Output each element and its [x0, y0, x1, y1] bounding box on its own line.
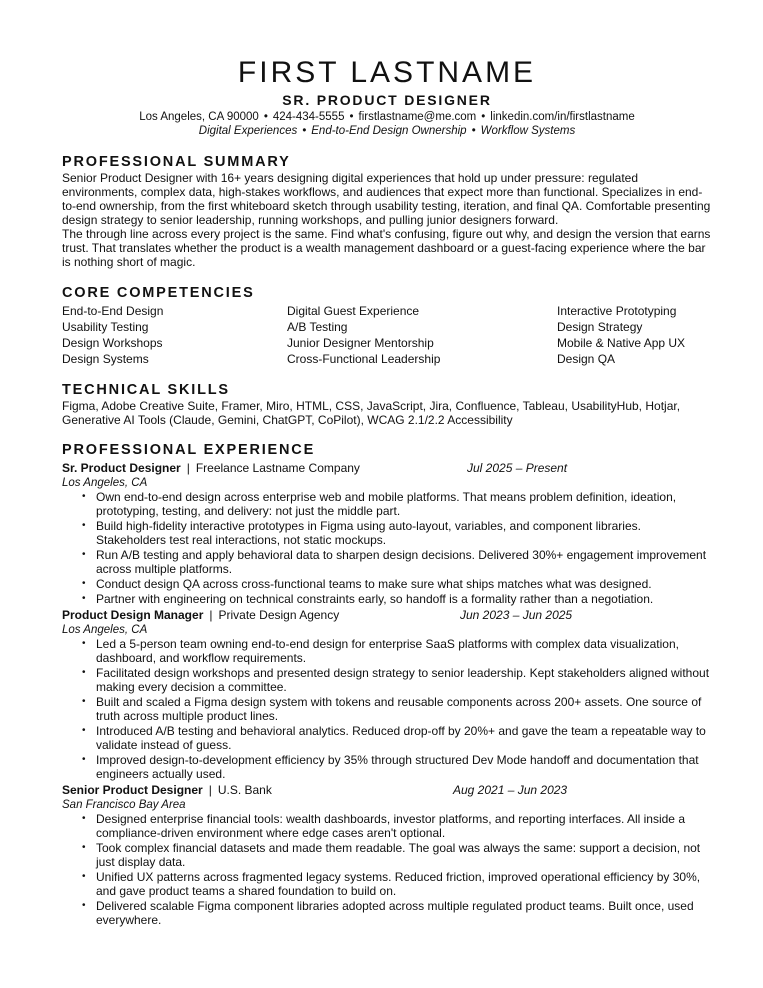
job-company: U.S. Bank [217, 783, 272, 797]
job-dates: Jun 2023 – Jun 2025 [460, 608, 573, 622]
competency-item: Cross-Functional Leadership [287, 352, 441, 366]
job-separator: | [186, 461, 190, 475]
job-title: Sr. Product Designer [62, 461, 181, 475]
job-bullets [62, 490, 712, 606]
contact-location: Los Angeles, CA 90000 [139, 111, 259, 123]
job-location: Los Angeles, CA [62, 624, 148, 636]
candidate-name: FIRST LASTNAME [237, 56, 537, 89]
competencies-column [62, 303, 287, 367]
job-location: San Francisco Bay Area [62, 799, 186, 811]
job-bullet: • Introduced A/B testing and behavioral analytics. Reduced drop-off by 20%+ and gave the team a repeatable way to validate instead of guess. [82, 724, 712, 752]
competencies-title: CORE COMPETENCIES [62, 285, 255, 301]
resume-page [62, 56, 712, 928]
job-separator: | [209, 608, 213, 622]
job-company: Freelance Lastname Company [195, 461, 360, 475]
job-entry [62, 783, 712, 927]
job-separator: | [208, 783, 212, 797]
job-bullet: • Build high-fidelity interactive prototypes in Figma using auto-layout, variables, and component libraries. Stakeholders test real interactions, not static mockups. [82, 519, 712, 547]
job-bullet: • Unified UX patterns across fragmented legacy systems. Reduced friction, improved operational efficiency by 30%, and gave product teams a shared foundation to build on. [82, 870, 712, 898]
job-bullets [62, 812, 712, 927]
summary-section [62, 154, 712, 269]
job-title: Product Design Manager [62, 608, 204, 622]
job-bullet: • Designed enterprise financial tools: wealth dashboards, investor platforms, and reporting interfaces. All inside a compliance-driven environment where edge cases aren't optional. [82, 812, 712, 840]
job-dates: Aug 2021 – Jun 2023 [453, 783, 568, 797]
contact-line [62, 110, 712, 124]
competency-item: Interactive Prototyping [557, 304, 677, 318]
competency-item: Design Strategy [557, 320, 643, 334]
job-bullet: • Own end-to-end design across enterprise web and mobile platforms. That means problem definition, ideation, prototyping, testing, and delivery: not just the middle part. [82, 490, 712, 518]
job-bullet: • Facilitated design workshops and presented design strategy to senior leadership. Kept stakeholders aligned without making every decision a committee. [82, 666, 712, 694]
job-bullet: • Conduct design QA across cross-functional teams to make sure what ships matches what was designed. [82, 577, 712, 591]
job-bullets [62, 637, 712, 781]
competency-item: Junior Designer Mentorship [287, 336, 434, 350]
job-bullet: • Run A/B testing and apply behavioral data to sharpen design decisions. Delivered 30%+ engagement improvement across multiple platforms. [82, 548, 712, 576]
summary-title: PROFESSIONAL SUMMARY [62, 154, 291, 170]
summary-paragraph: The through line across every project is the same. Find what's confusing, figure out why, and design the version that earns trust. That translates whether the product is a wealth management dashboard or a guest-facing experience where the bar is nothing short of magic. [62, 227, 711, 269]
job-header [62, 608, 712, 623]
contact-separator: • [481, 111, 486, 123]
tagline [62, 124, 712, 138]
technical-skills-text: Figma, Adobe Creative Suite, Framer, Miro, HTML, CSS, JavaScript, Jira, Confluence, Tableau, UsabilityHub, Hotjar, Generative AI Tools (Claude, Gemini, ChatGPT, CoPilot), WCAG 2.1/2.2 Accessibility [62, 399, 681, 427]
tagline-item: Digital Experiences [198, 125, 298, 137]
job-title: Senior Product Designer [62, 783, 203, 797]
job-company: Private Design Agency [218, 608, 340, 622]
competency-item: Design Systems [62, 352, 149, 366]
experience-title: PROFESSIONAL EXPERIENCE [62, 442, 316, 458]
competency-item: Design Workshops [62, 336, 163, 350]
technical-title: TECHNICAL SKILLS [62, 382, 230, 398]
competency-item: Design QA [557, 352, 616, 366]
contact-phone: 424-434-5555 [272, 111, 345, 123]
job-bullet: • Improved design-to-development efficiency by 35% through structured Dev Mode handoff and documentation that engineers actually used. [82, 753, 712, 781]
summary-paragraph: Senior Product Designer with 16+ years designing digital experiences that hold up under pressure: regulated environments, complex data, high-stakes workflows, and audiences that expect more than functional. Specializes in end-to-end ownership, from the first whiteboard sketch through usability testing, iteration, and final QA. Comfortable presenting design strategy to senior leadership, running workshops, and pulling junior designers forward. [62, 171, 711, 227]
job-dates: Jul 2025 – Present [467, 461, 568, 475]
experience-section [62, 442, 712, 927]
contact-email: firstlastname@me.com [358, 111, 477, 123]
tagline-item: End-to-End Design Ownership [311, 125, 467, 137]
candidate-role: SR. PRODUCT DESIGNER [282, 92, 492, 108]
job-bullet: • Took complex financial datasets and made them readable. The goal was always the same: support a decision, not just display data. [82, 841, 712, 869]
contact-linkedin: linkedin.com/in/firstlastname [490, 111, 635, 123]
job-header [62, 461, 712, 476]
job-location: Los Angeles, CA [62, 477, 148, 489]
technical-section [62, 382, 712, 427]
competencies-section [62, 285, 712, 367]
competencies-grid [62, 303, 712, 367]
job-bullet: • Built and scaled a Figma design system with tokens and reusable components across 200+ assets. One source of truth across multiple product lines. [82, 695, 712, 723]
competencies-column [287, 303, 557, 367]
competency-item: End-to-End Design [62, 304, 164, 318]
job-bullet: • Led a 5-person team owning end-to-end design for enterprise SaaS platforms with complex data visualization, dashboard, and workflow requirements. [82, 637, 712, 665]
job-bullet: • Delivered scalable Figma component libraries adopted across multiple regulated product teams. Built once, used everywhere. [82, 899, 712, 927]
job-header [62, 783, 712, 798]
competency-item: Mobile & Native App UX [557, 336, 686, 350]
contact-separator: • [349, 111, 354, 123]
competency-item: Usability Testing [62, 320, 149, 334]
job-bullet: • Partner with engineering on technical constraints early, so handoff is a formality rather than a negotiation. [82, 592, 712, 606]
competencies-column [557, 303, 712, 367]
competency-item: A/B Testing [287, 320, 348, 334]
job-entry [62, 461, 712, 606]
competency-item: Digital Guest Experience [287, 304, 420, 318]
tagline-separator: • [471, 125, 476, 137]
contact-separator: • [263, 111, 268, 123]
tagline-item: Workflow Systems [480, 125, 576, 137]
tagline-separator: • [302, 125, 307, 137]
job-entry [62, 608, 712, 781]
